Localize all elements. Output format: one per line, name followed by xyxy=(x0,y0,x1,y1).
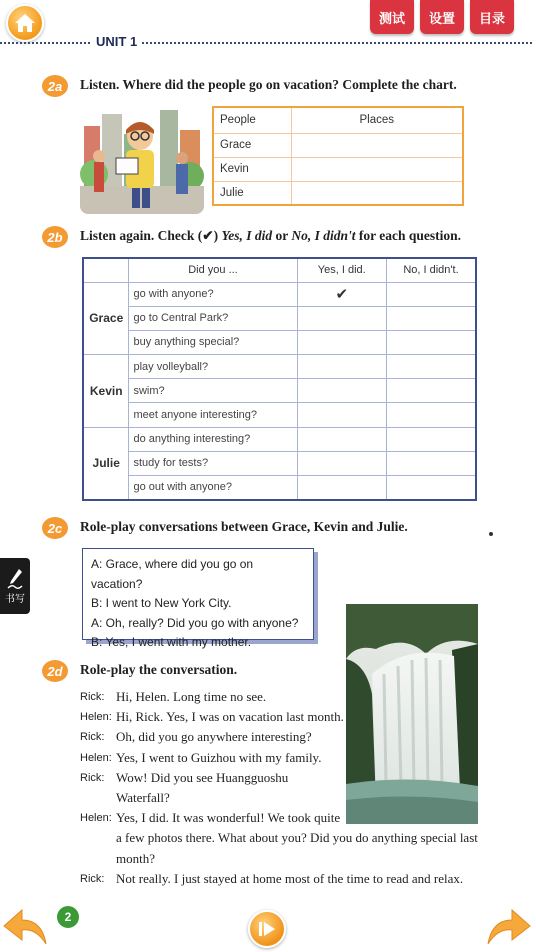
divider xyxy=(142,42,532,44)
next-page-button[interactable] xyxy=(484,906,532,948)
pen-icon xyxy=(6,568,24,590)
question-cell: go to Central Park? xyxy=(129,306,297,330)
table-header-row xyxy=(83,258,476,282)
speaker-label: Rick: xyxy=(80,872,105,885)
speech-text: Yes, I went to Guizhou with my family. xyxy=(116,749,322,765)
speech-text: Oh, did you go anywhere interesting? xyxy=(116,729,312,745)
table-row xyxy=(83,379,476,403)
person-cell: Julie xyxy=(213,181,291,205)
yes-check-cell[interactable] xyxy=(297,451,386,475)
conversation-line xyxy=(80,687,480,707)
forward-arrow-icon xyxy=(484,906,532,948)
check-icon: ✔ xyxy=(335,286,349,304)
yes-check-cell[interactable] xyxy=(297,282,386,306)
section-title-2a: Listen. Where did the people go on vacation? Complete the chart. xyxy=(80,77,457,92)
section-badge-2c: 2c xyxy=(42,517,68,539)
dialogue-line: B: I went to New York City. xyxy=(91,596,232,610)
title-text: Listen again. Check ( xyxy=(80,228,203,243)
no-check-cell[interactable] xyxy=(386,403,476,427)
check-table xyxy=(82,257,477,501)
title-text: or xyxy=(272,228,292,243)
column-header-name xyxy=(83,258,129,282)
title-no-text: No, I didn't xyxy=(291,228,356,243)
write-tool-label: 书写 xyxy=(5,593,25,605)
speaker-label: Rick: xyxy=(80,691,105,703)
person-cell: Kevin xyxy=(213,157,291,181)
table-row xyxy=(83,282,476,306)
conversation-line xyxy=(80,808,480,828)
yes-check-cell[interactable] xyxy=(297,355,386,379)
divider xyxy=(0,42,90,44)
section-title-2c: Role-play conversations between Grace, Kevin and Julie. xyxy=(80,519,408,534)
conversation-line: month? xyxy=(116,850,155,866)
title-yes-text: Yes, I did xyxy=(221,228,273,243)
conversation-line xyxy=(80,768,480,788)
question-cell: play volleyball? xyxy=(129,355,297,379)
place-cell[interactable] xyxy=(291,133,463,157)
no-check-cell[interactable] xyxy=(386,330,476,354)
question-cell: go out with anyone? xyxy=(129,476,297,500)
section-title-2d: Role-play the conversation. xyxy=(80,662,238,677)
test-tab[interactable]: 测试 xyxy=(370,0,414,34)
write-tool-button[interactable] xyxy=(0,558,30,614)
speech-text: Hi, Helen. Long time no see. xyxy=(116,689,267,704)
column-header-people: People xyxy=(213,107,291,133)
section-badge-2d: 2d xyxy=(42,660,68,682)
dialogue-line: A: Grace, where did you go on vacation? xyxy=(91,557,254,591)
table-row xyxy=(83,403,476,427)
back-arrow-icon xyxy=(2,906,50,948)
question-cell: study for tests? xyxy=(129,451,297,475)
page-number: 2 xyxy=(57,906,79,928)
dialogue-line: A: Oh, really? Did you go with anyone? xyxy=(91,615,299,630)
place-cell[interactable] xyxy=(291,157,463,181)
unit-title: UNIT 1 xyxy=(96,34,138,49)
section-badge-2a: 2a xyxy=(42,75,68,97)
conversation-line xyxy=(80,707,480,727)
speech-text: Yes, I did. It was wonderful! We took quite xyxy=(116,810,341,826)
speaker-label: Helen: xyxy=(80,812,112,825)
person-name-cell: Grace xyxy=(83,282,129,355)
speech-text: Wow! Did you see Huangguoshu xyxy=(116,769,289,785)
home-button[interactable] xyxy=(6,4,44,42)
speaker-label: Helen: xyxy=(80,751,112,764)
speaker-label: Helen: xyxy=(80,711,112,724)
person-cell: Grace xyxy=(213,133,291,157)
table-row xyxy=(83,306,476,330)
table-row xyxy=(83,476,476,500)
table-row xyxy=(83,427,476,451)
play-icon xyxy=(257,919,277,939)
column-header-no: No, I didn't. xyxy=(386,258,476,282)
title-text: ) xyxy=(213,228,222,243)
question-cell: meet anyone interesting? xyxy=(129,403,297,427)
question-cell: buy anything special? xyxy=(129,330,297,354)
table-row xyxy=(213,181,463,205)
no-check-cell[interactable] xyxy=(386,379,476,403)
settings-tab[interactable]: 设置 xyxy=(420,0,464,34)
question-cell: swim? xyxy=(129,379,297,403)
speech-text: Hi, Rick. Yes, I was on vacation last month. xyxy=(116,709,344,725)
question-cell: do anything interesting? xyxy=(129,427,297,451)
person-name-cell: Julie xyxy=(83,427,129,500)
table-row xyxy=(213,133,463,157)
column-header-places: Places xyxy=(291,107,463,133)
section-badge-2b: 2b xyxy=(42,226,68,248)
table-header-row xyxy=(213,107,463,133)
play-audio-button[interactable] xyxy=(248,910,286,948)
conversation-line: Waterfall? xyxy=(116,790,170,806)
conversation-line: a few photos there. What about you? Did you do anything special last xyxy=(116,830,478,846)
speaker-label: Rick: xyxy=(80,731,105,744)
place-cell[interactable] xyxy=(291,181,463,205)
no-check-cell[interactable] xyxy=(386,451,476,475)
decorative-dot xyxy=(489,532,493,536)
contents-tab[interactable]: 目录 xyxy=(470,0,514,34)
column-header-question: Did you ... xyxy=(129,258,297,282)
yes-check-cell[interactable] xyxy=(297,379,386,403)
no-check-cell[interactable] xyxy=(386,427,476,451)
check-icon: ✔ xyxy=(202,228,214,243)
yes-check-cell[interactable] xyxy=(297,330,386,354)
conversation-line xyxy=(80,748,480,768)
conversation-line xyxy=(80,869,480,889)
section-title-2b xyxy=(80,228,461,244)
title-text: for each question. xyxy=(355,228,461,243)
previous-page-button[interactable] xyxy=(2,906,50,948)
table-row xyxy=(213,157,463,181)
dialogue-box xyxy=(82,548,314,649)
yes-check-cell[interactable] xyxy=(297,403,386,427)
yes-check-cell[interactable] xyxy=(297,476,386,500)
yes-check-cell[interactable] xyxy=(297,306,386,330)
top-tabs xyxy=(370,0,514,34)
dialogue-line: B: Yes, I went with my mother. xyxy=(91,635,252,649)
no-check-cell[interactable] xyxy=(386,476,476,500)
no-check-cell[interactable] xyxy=(386,282,476,306)
table-row xyxy=(83,451,476,475)
speech-text: Not really. I just stayed at home most of the time to read and relax. xyxy=(116,870,464,886)
city-cartoon-image xyxy=(80,104,204,214)
no-check-cell[interactable] xyxy=(386,306,476,330)
person-name-cell: Kevin xyxy=(83,355,129,428)
conversation-line xyxy=(80,727,480,747)
table-row xyxy=(83,355,476,379)
speaker-label: Rick: xyxy=(80,771,105,784)
no-check-cell[interactable] xyxy=(386,355,476,379)
places-chart xyxy=(212,106,464,206)
question-cell: go with anyone? xyxy=(129,282,297,306)
yes-check-cell[interactable] xyxy=(297,427,386,451)
conversation xyxy=(80,687,480,889)
column-header-yes: Yes, I did. xyxy=(297,258,386,282)
table-row xyxy=(83,330,476,354)
home-icon xyxy=(14,13,36,33)
